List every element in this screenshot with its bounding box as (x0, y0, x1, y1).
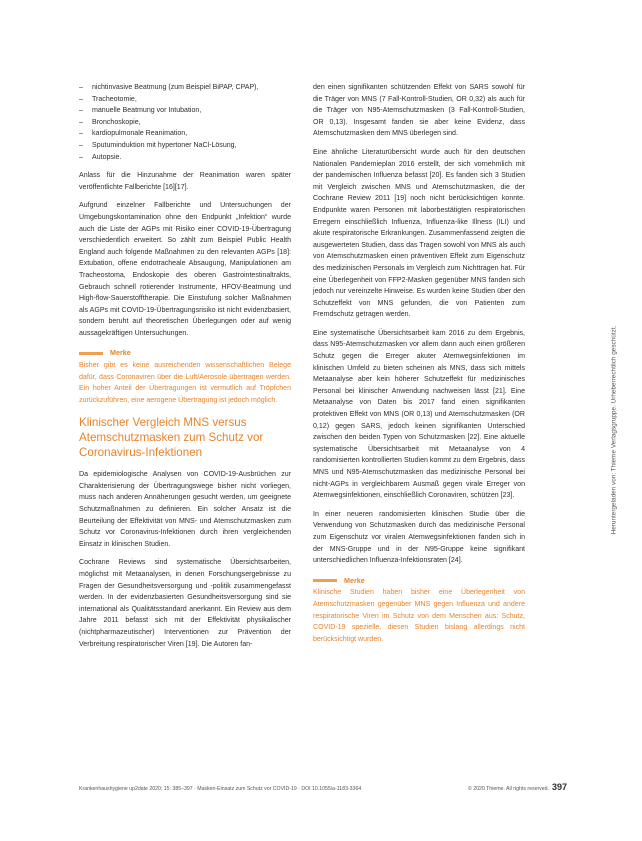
body-paragraph: Cochrane Reviews sind systematische Übersichtsarbeiten, möglichst mit Metaanalysen, in denen Forschungsergebnisse zu Fragen der Gesundheitsversorgung und -politik zusammengefasst werden. In der evidenzbasierten Gesundheitsversorgung sind sie international als Qualitätsstandard anerkannt. Ein Review aus dem Jahre 2011 befasst sich mit der Effektivität physikalischer (nichtpharmazeutischer) Interventionen zur Prävention der Verbreitung respiratorischer Viren [19]. Die Autoren fan- (79, 559, 291, 648)
merke-box (313, 575, 525, 646)
list-item: – Tracheotomie, (79, 94, 291, 106)
watermark-text: Heruntergeladen von: Thieme Verlagsgruppe. Urheberrechtlich geschützt. (610, 325, 618, 535)
body-paragraph: Aufgrund einzelner Fallberichte und Untersuchungen der Umgebungskontamination ohne den Endpunkt „Infektion“ wurde auch die Liste der AGPs mit Risiko einer COVID-19-Übertragung verschiedentlich erweitert. So zählt zum Beispiel Public Health England auch folgende Maßnahmen zu den relevanten AGPs [18]: Extubation, offene endotracheale Absaugung, Manipulationen am Tracheostoma, Endoskopie des oberen Gastrointestinaltrakts, Gebrauch schnell rotierender Instrumente, HFOV-Beatmung und High-flow-Sauerstofftherapie. Die Einstufung solcher Maßnahmen als AGPs mit COVID-19-Übertragungsrisiko ist nicht evidenzbasiert, sondern beruht auf theoretischen Überlegungen oder auf wenig aussagekräftigen Untersuchungen. (79, 202, 291, 337)
body-paragraph: Eine ähnliche Literaturübersicht wurde auch für den deutschen Nationalen Pandemieplan 2016 erstellt, der sich vornehmlich mit der pandemischen Influenza befasst [20]. Es fanden sich 3 Studien mit Vergleich zwischen MNS und Atemschutzmasken, die der Cochrane Review 2011 [19] noch nicht berücksichtigen konnte. Endpunkte waren Personen mit laborbestätigten respiratorischen Erregern einschließlich Influenza, Influenza-like Illness (ILI) und akute respiratorische Erkrankungen. Zusammenfassend zeigten die ausgewerteten Studien, dass das Tragen sowohl von MNS als auch von Atemschutzmasken einen präventiven Effekt zum Eigenschutz des medizinischen Personals im Vergleich zum Nichttragen hat. Für eine Überlegenheit von FFP2-Masken gegenüber MNS fanden sich jedoch nur vereinzelte Hinweise. Es wurden keine Studien über den Schutzeffekt von MNS gefunden, die von Patienten zum Fremdschutz getragen werden. (313, 148, 525, 319)
right-column (313, 82, 525, 655)
merke-accent-bar (79, 352, 103, 355)
body-paragraph: Da epidemiologische Analysen von COVID-19-Ausbrüchen zur Charakterisierung der Übertragungswege bisher nicht vorliegen, muss nach anderen Annäherungen gesucht werden, um geeignete Schutzmaßnahmen zu definieren. Ein solcher Ansatz ist die Beurteilung der Effektivität von MNS- und Atemschutzmasken zum Schutz vor Coronavirus-Infektionen durch ihren vergleichenden Einsatz in klinischen Studien. (79, 471, 291, 548)
page-number: 397 (552, 782, 568, 792)
list-item: – nichtinvasive Beatmung (zum Beispiel BiPAP, CPAP), (79, 82, 291, 94)
body-paragraph: den einen signifikanten schützenden Effekt von SARS sowohl für die Träger von MNS (7 Fall-Kontroll-Studien, OR 0,32) als auch für die Träger von N95-Atemschutzmasken (3 Fall-Kontroll-Studien, OR 0,13). Insgesamt fanden sie aber keine Evidenz, dass Atemschutzmasken dem MNS überlegen sind. (313, 84, 525, 138)
merke-box (79, 347, 291, 406)
merke-header (79, 347, 291, 359)
left-column (79, 82, 291, 657)
list-item: – Autopsie. (79, 152, 291, 164)
merke-text: Bisher gibt es keine ausreichenden wissenschaftlichen Belege dafür, dass Coronaviren über die Luft/Aerosole übertragen werden. Ein hoher Anteil der Übertragungen ist vermutlich auf Tröpfchen zurückzuführen, eine aerogene Übertragung ist jedoch möglich. (79, 362, 291, 404)
body-paragraph: Eine systematische Übersichtsarbeit kam 2016 zu dem Ergebnis, dass N95-Atemschutzmasken vor allem dann auch einen größeren Schutz gegen die Erreger akuter Atemwegsinfektionen im klinischen Umfeld zu bieten scheinen als MNS, dass sich mittels Metaanalyse aber kein höherer Schutzeffekt für medizinisches Personal bei klinischer Anwendung nachweisen lässt [21]. Eine Metaanalyse von Daten bis 2017 fand einen signifikanten protektiven Effekt von MNS (OR 0,13) und Atemschutzmasken (OR 0,12) gegen SARS, jedoch keinen signifikanten Unterschied zwischen den beiden Typen von Schutzmasken [22]. Eine aktuelle systematische Übersichtsarbeit mit Metaanalyse von 4 randomisierten kontrollierten Studien kommt zu dem Ergebnis, dass MNS und N95-Atemschutzmasken das medizinische Personal bei nicht-AGPs in vergleichbarem Ausmaß gegen virale Erreger von Atemwegsinfektionen, einschließlich Coronaviren, schützen [23]. (313, 329, 525, 500)
body-paragraph: In einer neueren randomisierten klinischen Studie über die Verwendung von Schutzmasken durch das medizinische Personal zum Eigenschutz vor viralen Atemwegsinfektionen fanden sich in der MNS-Gruppe und in der N95-Gruppe keine signifikant unterschiedlichen Influenza-Infektionsraten [24]. (313, 510, 525, 565)
footer-copyright: © 2020 Thieme. All rights reserved. (467, 786, 549, 792)
download-watermark (608, 290, 620, 570)
section-heading: Klinischer Vergleich MNS versus Atemschutzmasken zum Schutz vor Coronavirus-Infektionen (79, 416, 264, 459)
body-paragraph: Anlass für die Hinzunahme der Reanimation waren später veröffentlichte Fallberichte [16][17]. (79, 172, 291, 191)
list-item: – Bronchoskopie, (79, 117, 291, 129)
merke-text: Klinische Studien haben bisher eine Überlegenheit von Atemschutzmasken gegenüber MNS gegen Influenza und andere respiratorische Viren im Schutz von dem Menschen aus: Schutz, COVID-19 spezielle, diesen Studien bislang allerdings nicht berücksichtigt wurden. (313, 589, 525, 643)
agp-list (79, 82, 291, 163)
merke-title: Merke (344, 575, 365, 585)
list-item: – Sputuminduktion mit hypertoner NaCl-Lösung, (79, 140, 291, 152)
page-footer (79, 786, 549, 792)
merke-title: Merke (110, 348, 131, 358)
merke-header (313, 575, 525, 587)
merke-accent-bar (313, 579, 337, 582)
footer-citation: Krankenhaushygiene up2date 2020; 15: 385–397 · Masken-Einsatz zum Schutz vor COVID-19 · DOI 10.1055/a-1183-3364 (79, 786, 362, 792)
list-item: – manuelle Beatmung vor Intubation, (79, 105, 291, 117)
list-item: – kardiopulmonale Reanimation, (79, 128, 291, 140)
